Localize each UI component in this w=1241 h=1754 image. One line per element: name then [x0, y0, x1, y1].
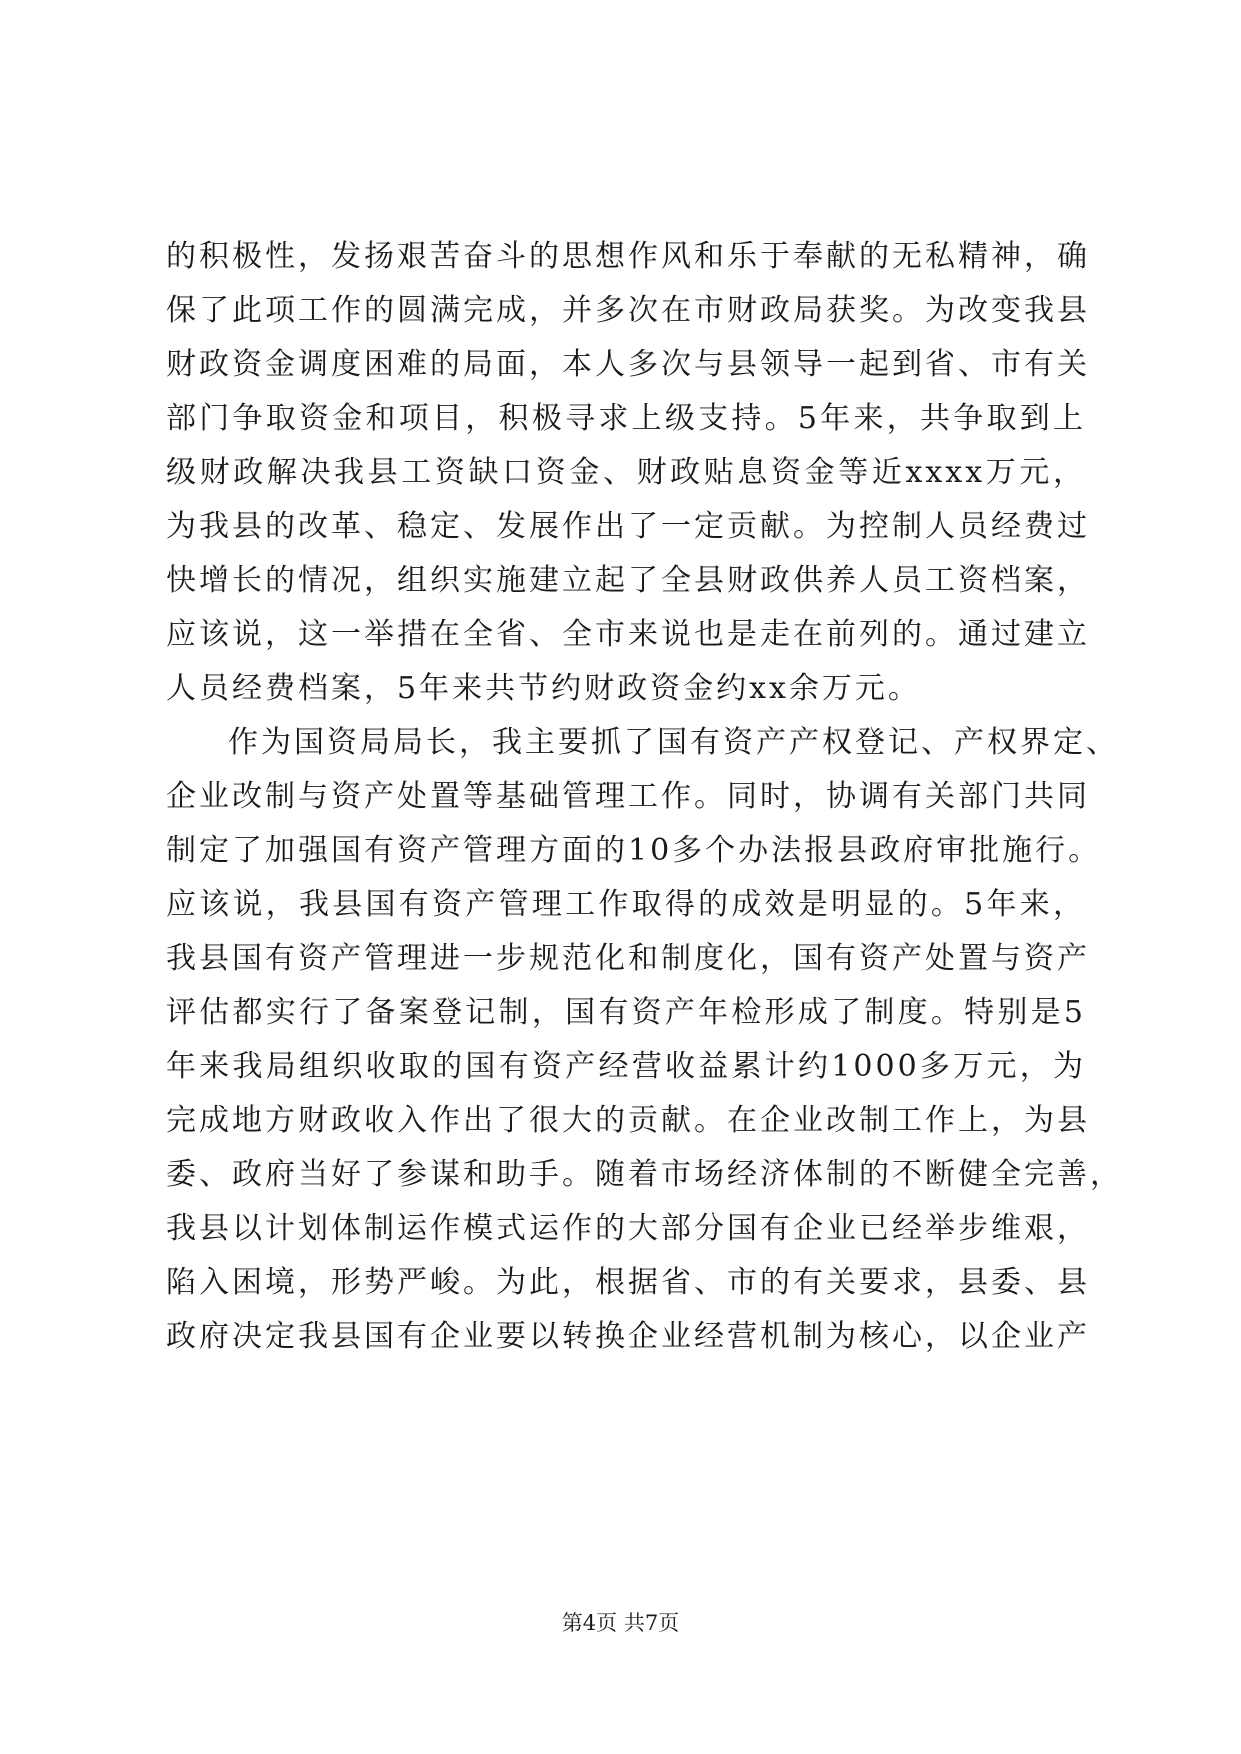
text-line: 快增长的情况，组织实施建立起了全县财政供养人员工资档案，	[166, 563, 1090, 598]
text-line: 应该说，这一举措在全省、全市来说也是走在前列的。通过建立	[166, 617, 1090, 652]
text-line: 我县以计划体制运作模式运作的大部分国有企业已经举步维艰，	[166, 1211, 1090, 1246]
text-line: 为我县的改革、稳定、发展作出了一定贡献。为控制人员经费过	[166, 509, 1090, 544]
text-line: 财政资金调度困难的局面，本人多次与县领导一起到省、市有关	[166, 347, 1090, 382]
text-line: 委、政府当好了参谋和助手。随着市场经济体制的不断健全完善，	[166, 1157, 1123, 1192]
text-line: 我县国有资产管理进一步规范化和制度化，国有资产处置与资产	[166, 941, 1090, 976]
text-line: 政府决定我县国有企业要以转换企业经营机制为核心，以企业产	[166, 1319, 1090, 1354]
paragraph-2	[166, 716, 1123, 1364]
text-line: 评估都实行了备案登记制，国有资产年检形成了制度。特别是5	[166, 995, 1086, 1030]
text-line: 部门争取资金和项目，积极寻求上级支持。5年来，共争取到上	[166, 401, 1086, 436]
text-line: 陷入困境，形势严峻。为此，根据省、市的有关要求，县委、县	[166, 1265, 1090, 1300]
document-body	[166, 230, 1123, 1364]
text-line: 完成地方财政收入作出了很大的贡献。在企业改制工作上，为县	[166, 1103, 1090, 1138]
text-line: 级财政解决我县工资缺口资金、财政贴息资金等近xxxx万元，	[166, 455, 1086, 490]
text-line: 保了此项工作的圆满完成，并多次在市财政局获奖。为改变我县	[166, 293, 1090, 328]
text-line: 人员经费档案，5年来共节约财政资金约xx余万元。	[166, 671, 921, 706]
text-line: 制定了加强国有资产管理方面的10多个办法报县政府审批施行。	[166, 833, 1102, 868]
text-line: 年来我局组织收取的国有资产经营收益累计约1000多万元，为	[166, 1049, 1086, 1084]
text-line: 作为国资局局长，我主要抓了国有资产产权登记、产权界定、	[228, 725, 1119, 760]
text-line: 企业改制与资产处置等基础管理工作。同时，协调有关部门共同	[166, 779, 1090, 814]
page-number-footer: 第4页 共7页	[561, 1611, 680, 1635]
paragraph-1	[166, 230, 1090, 716]
text-line: 应该说，我县国有资产管理工作取得的成效是明显的。5年来，	[166, 887, 1086, 922]
text-line: 的积极性，发扬艰苦奋斗的思想作风和乐于奉献的无私精神，确	[166, 239, 1090, 274]
